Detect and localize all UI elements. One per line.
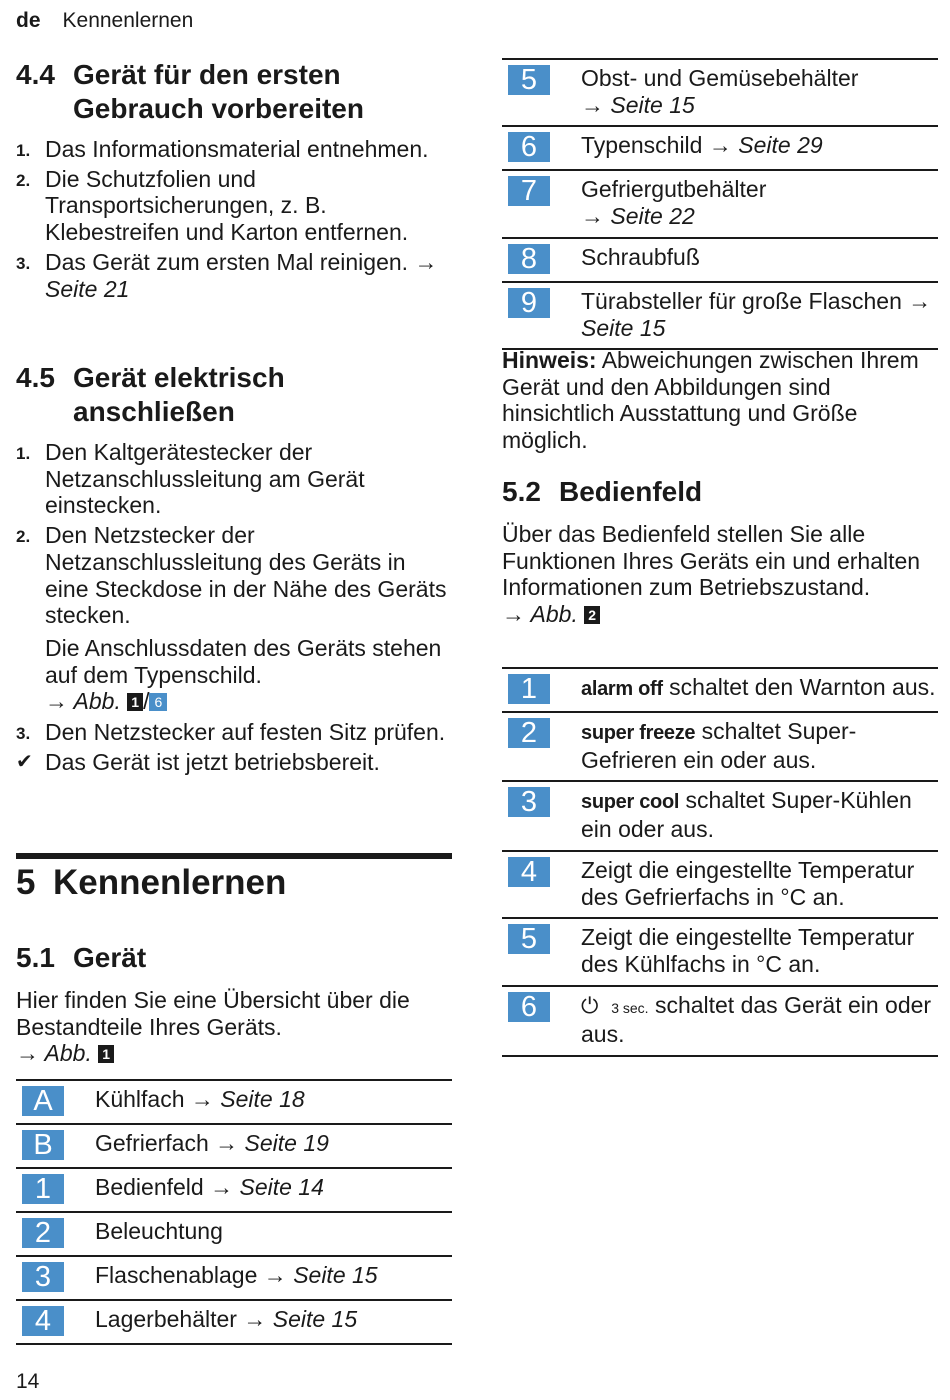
- checkmark-icon: ✔: [16, 750, 33, 773]
- section-4-4: [16, 58, 452, 305]
- figure-line: [16, 1040, 452, 1067]
- section-5-2-heading: [502, 475, 938, 509]
- arrow-icon: →: [190, 1086, 214, 1112]
- arrow-icon: →: [16, 1040, 39, 1067]
- step-info: Die Anschlussdaten des Geräts stehen auf dem Typenschild. → Abb. 1 / 6: [45, 634, 442, 715]
- language-code: de: [16, 9, 41, 32]
- key-badge: 2: [22, 1218, 64, 1248]
- step-item: 3. Den Netzstecker auf festen Sitz prüfen.: [16, 719, 446, 746]
- step-item: 1. Das Informationsmaterial entnehmen.: [16, 136, 429, 162]
- key-badge: 6: [149, 693, 167, 711]
- page-reference[interactable]: Seite 15: [272, 1306, 358, 1332]
- chapter-5: [16, 862, 452, 904]
- arrow-icon: →: [263, 1262, 287, 1288]
- section-5-1: [16, 941, 452, 1067]
- table-row: 3 super cool schaltet Super-Kühlen ein oder aus.: [502, 781, 938, 850]
- page-reference[interactable]: Seite 18: [220, 1086, 305, 1112]
- table-row: 4 Lagerbehälter → Seite 15: [16, 1300, 452, 1344]
- parts-table-continued: [502, 58, 938, 350]
- page-reference[interactable]: Seite 21: [45, 275, 130, 302]
- button-label: super cool: [581, 791, 680, 814]
- table-row: 2 super freeze schaltet Super-Gefrieren ein oder aus.: [502, 712, 938, 781]
- key-badge: 6: [508, 132, 550, 162]
- arrow-icon: →: [243, 1306, 267, 1332]
- key-badge: 1: [22, 1174, 64, 1204]
- arrow-icon: →: [414, 248, 438, 275]
- power-icon: ⏻: [581, 992, 599, 1018]
- page-reference[interactable]: Seite 22: [610, 203, 695, 230]
- table-row: 6 ⏻ 3 sec. schaltet das Gerät ein oder aus.: [502, 986, 938, 1056]
- page-reference[interactable]: Seite 29: [738, 132, 823, 159]
- key-badge: 2: [508, 718, 550, 748]
- hold-duration: 3 sec.: [611, 999, 649, 1016]
- table-row: 4 Zeigt die eingestellte Temperatur des Gefrierfachs in °C an.: [502, 851, 938, 918]
- step-list: [16, 719, 452, 746]
- figure-badge: 1: [98, 1045, 114, 1063]
- key-badge: B: [22, 1130, 64, 1160]
- arrow-icon: →: [210, 1174, 234, 1200]
- key-badge: 3: [22, 1262, 64, 1292]
- figure-reference[interactable]: Abb.: [530, 601, 578, 628]
- page-reference[interactable]: Seite 15: [610, 91, 695, 118]
- arrow-icon: →: [502, 601, 525, 628]
- page-reference[interactable]: Seite 15: [581, 314, 666, 341]
- section-number: 4.5: [16, 362, 55, 393]
- key-badge: 5: [508, 924, 550, 954]
- chapter-heading: 5 Kennenlernen: [16, 863, 287, 902]
- key-badge: 3: [508, 787, 550, 817]
- section-5-2: [502, 475, 938, 628]
- note-text: Abweichungen zwischen Ihrem Gerät und den Abbildungen sind hinsichtlich Ausstattung und Größe möglich.: [502, 347, 919, 454]
- key-badge: 6: [508, 992, 550, 1022]
- arrow-icon: →: [908, 287, 932, 314]
- chapter-rule: [16, 853, 452, 859]
- section-title: Gerät elektrisch anschließen: [73, 362, 285, 427]
- step-item: 2. Die Schutzfolien und Transportsicherungen, z. B. Klebestreifen und Karton entfernen.: [16, 165, 409, 246]
- key-badge: 4: [508, 857, 550, 887]
- page-reference[interactable]: Seite 19: [244, 1130, 329, 1156]
- page-number: 14: [16, 1370, 40, 1393]
- parts-table: [16, 1079, 452, 1345]
- key-badge: A: [22, 1086, 64, 1116]
- section-number: 4.4: [16, 59, 55, 90]
- section-title: Gerät für den ersten Gebrauch vorbereiten: [73, 59, 364, 124]
- step-list: [16, 136, 452, 302]
- page-header: [16, 9, 193, 33]
- section-intro: Hier finden Sie eine Übersicht über die Bestandteile Ihres Geräts.: [16, 987, 410, 1040]
- key-badge: 5: [508, 65, 550, 95]
- control-panel-table: [502, 667, 938, 1057]
- button-label: super freeze: [581, 722, 696, 744]
- step-item: 1. Den Kaltgerätestecker der Netzanschlussleitung am Gerät einstecken.: [16, 439, 365, 519]
- arrow-icon: →: [708, 132, 732, 159]
- arrow-icon: →: [581, 91, 604, 118]
- table-row: 5 Zeigt die eingestellte Temperatur des Kühlfachs in °C an.: [502, 918, 938, 985]
- table-row: A Kühlfach → Seite 18: [16, 1080, 452, 1124]
- section-intro: Über das Bedienfeld stellen Sie alle Funktionen Ihres Geräts ein und erhalten Informationen zum Betriebszustand.: [502, 521, 921, 601]
- table-row: 1 alarm off schaltet den Warnton aus.: [502, 668, 938, 712]
- button-label: alarm off: [581, 678, 663, 700]
- table-row: 3 Flaschenablage → Seite 15: [16, 1256, 452, 1300]
- section-5-1-heading: [16, 941, 452, 975]
- page-reference[interactable]: Seite 14: [239, 1174, 324, 1200]
- note-label: Hinweis:: [502, 347, 597, 373]
- arrow-icon: →: [215, 1130, 239, 1156]
- key-badge: 1: [508, 674, 550, 704]
- figure-line: [502, 601, 938, 628]
- table-row: 8 Schraubfuß: [502, 238, 938, 282]
- figure-badge: 1: [127, 693, 143, 711]
- table-row: 1 Bedienfeld → Seite 14: [16, 1168, 452, 1212]
- arrow-icon: →: [45, 688, 68, 715]
- section-4-5: [16, 361, 452, 775]
- figure-badge: 2: [584, 606, 600, 624]
- key-badge: 9: [508, 288, 550, 318]
- table-row: 2 Beleuchtung: [16, 1212, 452, 1256]
- step-list: [16, 439, 452, 629]
- arrow-icon: →: [581, 203, 604, 230]
- section-number: 5.1: [16, 942, 55, 973]
- figure-reference[interactable]: Abb.: [73, 688, 121, 715]
- result-line: ✔ Das Gerät ist jetzt betriebsbereit.: [16, 748, 380, 775]
- section-title: Bedienfeld: [559, 476, 703, 507]
- key-badge: 7: [508, 176, 550, 206]
- table-row: B Gefrierfach → Seite 19: [16, 1124, 452, 1168]
- note: [502, 347, 938, 454]
- header-section: Kennenlernen: [62, 9, 194, 32]
- step-item: 2. Den Netzstecker der Netzanschlussleitung des Geräts in eine Steckdose in der Nähe des Geräts stecken.: [16, 522, 447, 629]
- step-item: 3. Das Gerät zum ersten Mal reinigen. → Seite 21: [16, 248, 438, 302]
- figure-reference[interactable]: Abb.: [44, 1040, 92, 1067]
- key-badge: 8: [508, 244, 550, 274]
- table-row: 9 Türabsteller für große Flaschen → Seite 15: [502, 282, 938, 349]
- table-row: 7 Gefriergutbehälter → Seite 22: [502, 170, 938, 237]
- section-number: 5.2: [502, 476, 541, 507]
- section-4-5-heading: [16, 361, 452, 429]
- section-title: Gerät: [73, 942, 147, 973]
- page-reference[interactable]: Seite 15: [293, 1262, 378, 1288]
- key-badge: 4: [22, 1306, 64, 1336]
- section-4-4-heading: [16, 58, 452, 126]
- table-row: 6 Typenschild → Seite 29: [502, 126, 938, 170]
- table-row: 5 Obst- und Gemüsebehälter → Seite 15: [502, 59, 938, 126]
